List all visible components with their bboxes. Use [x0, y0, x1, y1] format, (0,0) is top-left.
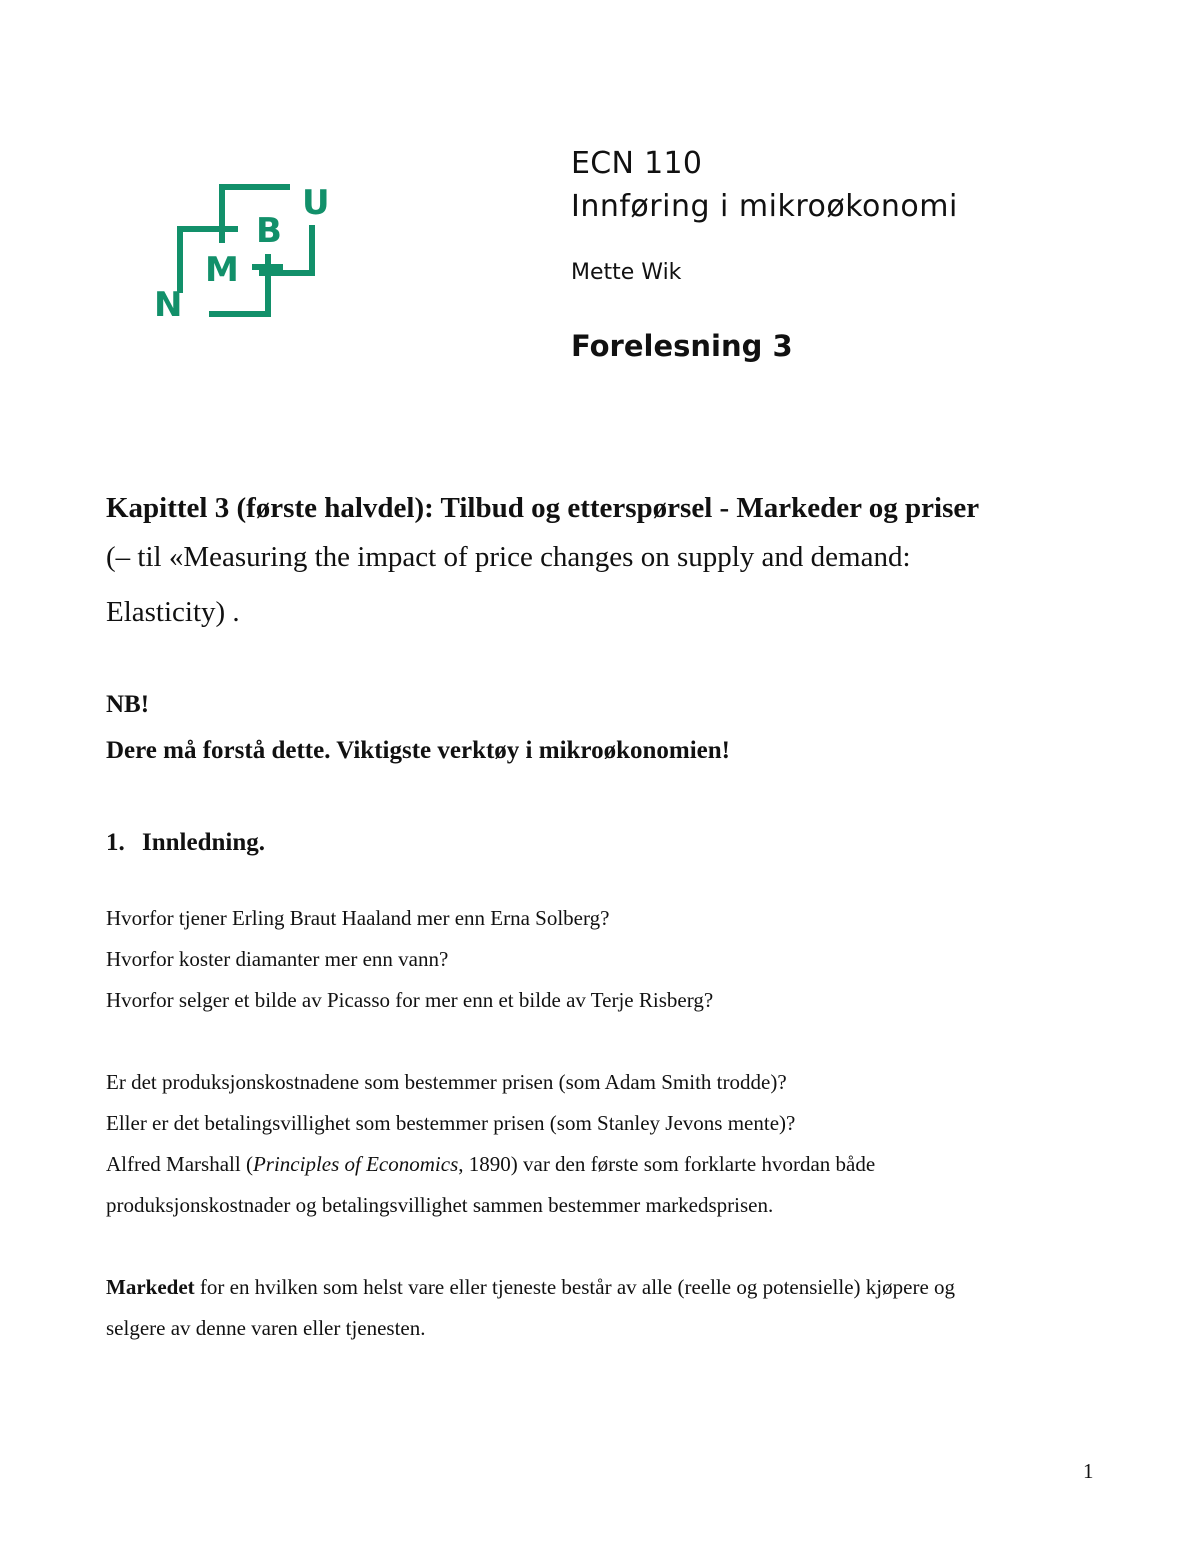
price-theory-line-4: produksjonskostnader og betalingsvillighet sammen bestemmer markedsprisen. — [106, 1193, 774, 1217]
section-title: Innledning. — [142, 829, 265, 856]
section-number: 1. — [106, 829, 125, 856]
price-theory-line-2: Eller er det betalingsvillighet som bestemmer prisen (som Stanley Jevons mente)? — [106, 1111, 796, 1135]
marshall-text-post: , 1890) var den første som forklarte hvordan både — [458, 1152, 876, 1176]
market-line-2: selgere av denne varen eller tjenesten. — [106, 1316, 426, 1340]
nb-text: Dere må forstå dette. Viktigste verktøy i mikroøkonomien! — [106, 737, 730, 764]
author-name: Mette Wik — [571, 260, 682, 285]
chapter-subtitle-line-1: (– til «Measuring the impact of price changes on supply and demand: — [106, 541, 911, 573]
market-line-1 — [106, 1267, 1096, 1308]
price-theory-paragraph — [106, 1062, 1096, 1226]
nmbu-logo — [150, 178, 340, 328]
price-theory-line-3 — [106, 1144, 1096, 1185]
logo-letter-b: B — [256, 211, 282, 251]
question-item: Hvorfor tjener Erling Braut Haaland mer enn Erna Solberg? — [106, 906, 610, 930]
question-item: Hvorfor selger et bilde av Picasso for mer enn et bilde av Terje Risberg? — [106, 988, 714, 1012]
page-number: 1 — [1083, 1459, 1094, 1483]
question-list — [106, 898, 1096, 1021]
nb-label: NB! — [106, 691, 150, 718]
nb-note — [106, 682, 1096, 774]
price-theory-line-1: Er det produksjonskostnadene som bestemmer prisen (som Adam Smith trodde)? — [106, 1070, 787, 1094]
chapter-subtitle-line-2: Elasticity) . — [106, 596, 240, 628]
market-definition — [106, 1267, 1096, 1349]
document-body — [106, 486, 1096, 1349]
logo-letter-m: M — [205, 250, 239, 290]
book-title: Principles of Economics — [252, 1152, 459, 1176]
logo-letter-u: U — [302, 183, 330, 223]
logo-letter-n: N — [154, 285, 183, 325]
course-code: ECN 110 — [571, 146, 703, 181]
market-term: Markedet — [106, 1275, 195, 1299]
market-definition-text: for en hvilken som helst vare eller tjeneste består av alle (reelle og potensielle) kjøpere og — [194, 1275, 956, 1299]
lecture-title: Forelesning 3 — [571, 329, 793, 363]
marshall-text-pre: Alfred Marshall ( — [106, 1152, 253, 1176]
question-item: Hvorfor koster diamanter mer enn vann? — [106, 947, 449, 971]
section-heading — [106, 820, 1096, 866]
course-name: Innføring i mikroøkonomi — [571, 189, 958, 224]
course-header — [571, 144, 958, 366]
chapter-title: Kapittel 3 (første halvdel): Tilbud og etterspørsel - Markeder og priser — [106, 492, 980, 524]
